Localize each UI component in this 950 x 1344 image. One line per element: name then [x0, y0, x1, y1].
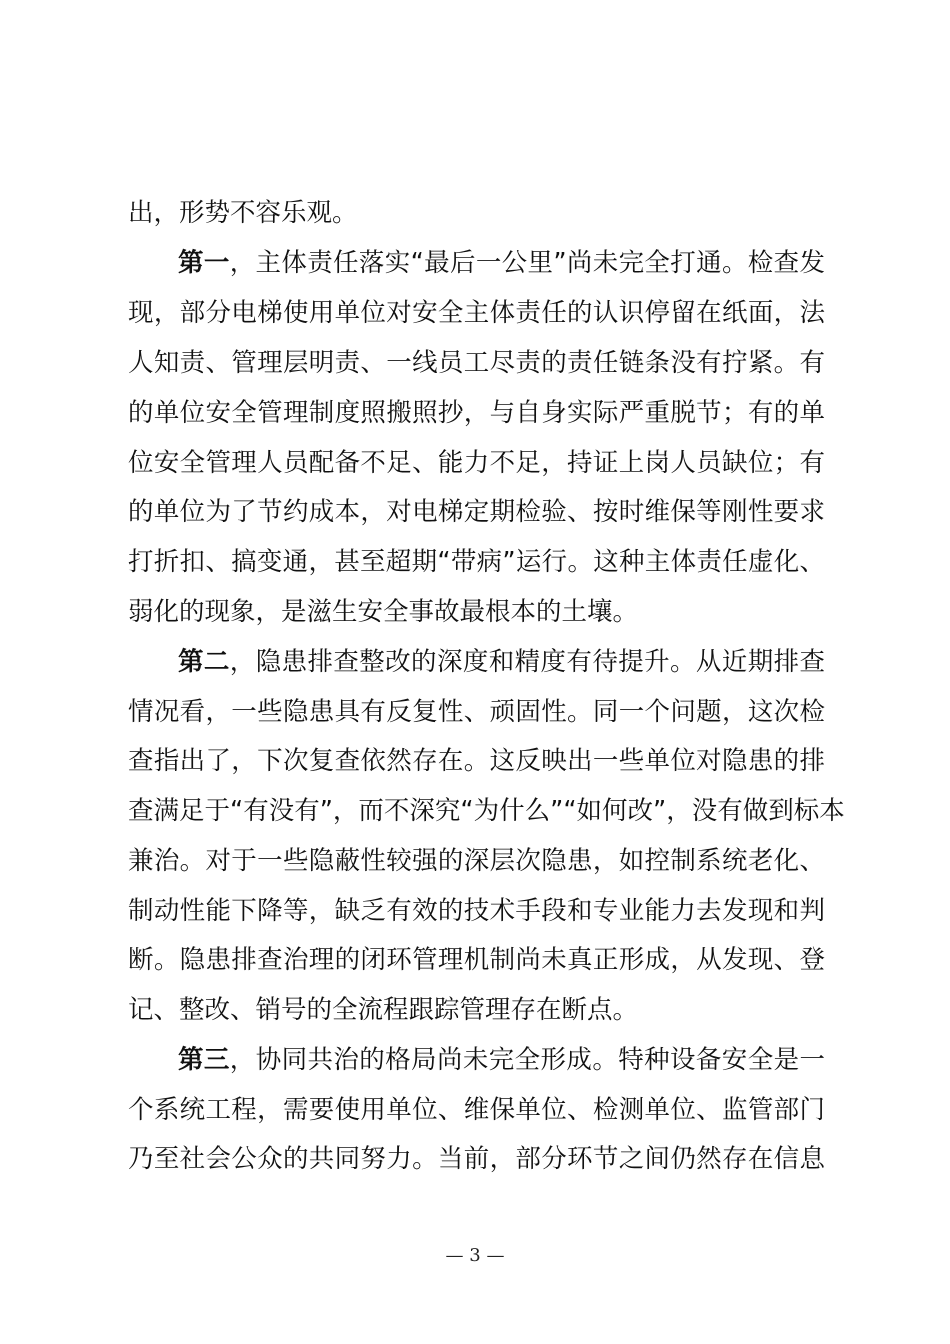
paragraph-1-line-7: 弱化的现象，是滋生安全事故最根本的土壤。: [128, 597, 639, 627]
paragraph-text: ，协同共治的格局尚未完全形成。特种设备安全是一: [229, 1045, 825, 1075]
paragraph-1-line-4: 位安全管理人员配备不足、能力不足，持证上岗人员缺位；有: [128, 448, 825, 478]
paragraph-2-line-1: 情况看，一些隐患具有反复性、顽固性。同一个问题，这次检: [128, 697, 825, 727]
paragraph-2-line-6: 断。隐患排查治理的闭环管理机制尚未真正形成，从发现、登: [128, 945, 825, 975]
paragraph-3-line-2: 乃至社会公众的共同努力。当前，部分环节之间仍然存在信息: [128, 1144, 825, 1174]
paragraph-2-line-0: [178, 644, 825, 680]
paragraph-3-line-1: 个系统工程，需要使用单位、维保单位、检测单位、监管部门: [128, 1095, 825, 1125]
paragraph-lead-second: 第二: [178, 647, 230, 677]
paragraph-1-line-6: 打折扣、搞变通，甚至超期“带病”运行。这种主体责任虚化、: [128, 547, 825, 577]
page-number: — 3 —: [445, 1245, 505, 1266]
paragraph-1-line-0: [178, 245, 825, 281]
paragraph-3-line-0: [178, 1042, 825, 1078]
paragraph-1-line-5: 的单位为了节约成本，对电梯定期检验、按时维保等刚性要求: [128, 497, 825, 527]
paragraph-2-line-7: 记、整改、销号的全流程跟踪管理存在断点。: [128, 995, 639, 1025]
paragraph-2-line-4: 兼治。对于一些隐蔽性较强的深层次隐患，如控制系统老化、: [128, 846, 825, 876]
paragraph-text: ，隐患排查整改的深度和精度有待提升。从近期排查: [229, 647, 825, 677]
paragraph-1-line-3: 的单位安全管理制度照搬照抄，与自身实际严重脱节；有的单: [128, 398, 825, 428]
paragraph-2-line-2: 查指出了，下次复查依然存在。这反映出一些单位对隐患的排: [128, 746, 825, 776]
paragraph-2-line-3: 查满足于“有没有”，而不深究“为什么”“如何改”，没有做到标本: [128, 796, 845, 826]
paragraph-0-line-0: 出，形势不容乐观。: [128, 198, 358, 228]
paragraph-2-line-5: 制动性能下降等，缺乏有效的技术手段和专业能力去发现和判: [128, 896, 825, 926]
paragraph-1-line-1: 现，部分电梯使用单位对安全主体责任的认识停留在纸面，法: [128, 298, 825, 328]
paragraph-lead-first: 第一: [178, 248, 230, 278]
paragraph-1-line-2: 人知责、管理层明责、一线员工尽责的责任链条没有拧紧。有: [128, 348, 825, 378]
paragraph-lead-third: 第三: [178, 1045, 230, 1075]
paragraph-text: ，主体责任落实“最后一公里”尚未完全打通。检查发: [229, 248, 825, 278]
